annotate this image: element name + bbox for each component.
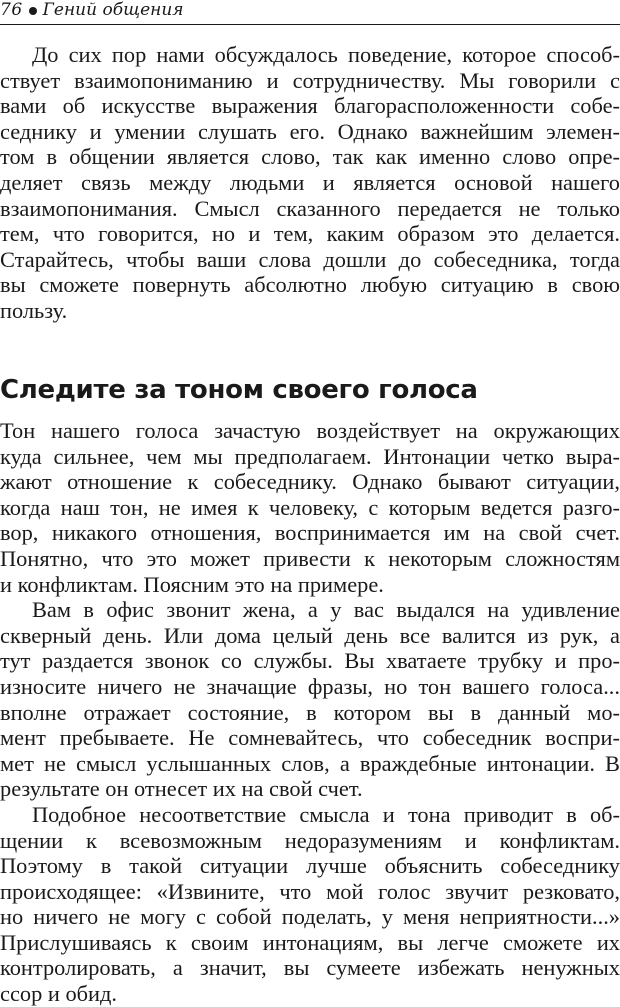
text-line: мет не смысл услышанных слов, а враждебные интонации. В — [0, 750, 620, 776]
text-line: До сих пор нами обсуждалось поведение, которое способ- — [32, 42, 620, 67]
text-line: мент пребываете. Не сомневайтесь, что собеседник воспри- — [0, 725, 620, 751]
text-line: но ничего не могу с собой поделать, у меня неприятности...» — [0, 904, 620, 930]
text-line: Вам в офис звонит жена, а у вас выдался на удивление — [32, 597, 620, 623]
text-line: износите ничего не значащие фразы, но тон вашего голоса... — [0, 673, 620, 699]
text-line: Подобное несоответствие смысла и тона приводит в об- — [32, 801, 620, 827]
text-line: вами об искусстве выражения благорасположенности собе- — [0, 93, 620, 119]
text-line: вполне отражает состояние, в котором вы в данный мо- — [0, 699, 620, 725]
text-line: седнику и умении слушать его. Однако важнейшим элемен- — [0, 118, 620, 144]
text-line: вор, никакого отношения, воспринимается им на свой счет. — [0, 520, 620, 546]
main-paragraphs — [0, 418, 620, 1007]
text-line: Прислушиваясь к своим интонациям, вы легче сможете их — [0, 929, 620, 955]
text-line: ссор и обид. — [0, 981, 118, 1007]
text-line: происходящее: «Извините, что мой голос звучит резковато, — [0, 878, 620, 904]
text-line: деляет связь между людьми и является основой нашего — [0, 169, 620, 195]
text-line: Тон нашего голоса зачастую воздействует на окружающих — [0, 418, 620, 443]
bullet-separator — [29, 7, 37, 15]
text-line: куда сильнее, чем мы предполагаем. Интонации четко выра- — [0, 443, 620, 469]
text-line: тут раздается звонок со службы. Вы хватаете трубку и про- — [0, 648, 620, 674]
text-line: тем, что говорится, но и тем, каким образом это делается. — [0, 221, 620, 247]
text-line: взаимопонимания. Смысл сказанного передается не только — [0, 195, 620, 221]
text-line: жают отношение к собеседнику. Однако бывают ситуации, — [0, 469, 620, 495]
text-line: когда наш тон, не имея к человеку, с которым ведется разго- — [0, 494, 620, 520]
text-line: Поэтому в такой ситуации лучше объяснить собеседнику — [0, 853, 620, 879]
text-line: и конфликтам. Поясним это на примере. — [0, 571, 384, 597]
text-line: ствует взаимопониманию и сотрудничеству. Мы говорили с — [0, 67, 620, 93]
text-line: скверный день. Или дома целый день все валится из рук, а — [0, 622, 620, 648]
running-header — [0, 0, 620, 26]
text-line: щении к всевозможным недоразумениям и конфликтам. — [0, 827, 620, 853]
text-line: контролировать, а значит, вы сумеете избежать ненужных — [0, 955, 620, 981]
text-line: пользу. — [0, 297, 68, 323]
page-number: 76 — [0, 0, 23, 20]
text-line: Понятно, что это может привести к некоторым сложностям — [0, 545, 620, 571]
header-rule — [0, 24, 620, 25]
text-line: вы сможете повернуть абсолютно любую ситуацию в свою — [0, 272, 620, 298]
intro-paragraph — [0, 42, 620, 324]
text-line: том в общении является слово, так как именно слово опре- — [0, 144, 620, 170]
text-line: результате он отнесет их на свой счет. — [0, 776, 363, 802]
section-heading: Следите за тоном своего голоса — [0, 375, 478, 405]
text-line: Старайтесь, чтобы ваши слова дошли до собеседника, тогда — [0, 246, 620, 272]
book-title: Гений общения — [42, 0, 184, 20]
